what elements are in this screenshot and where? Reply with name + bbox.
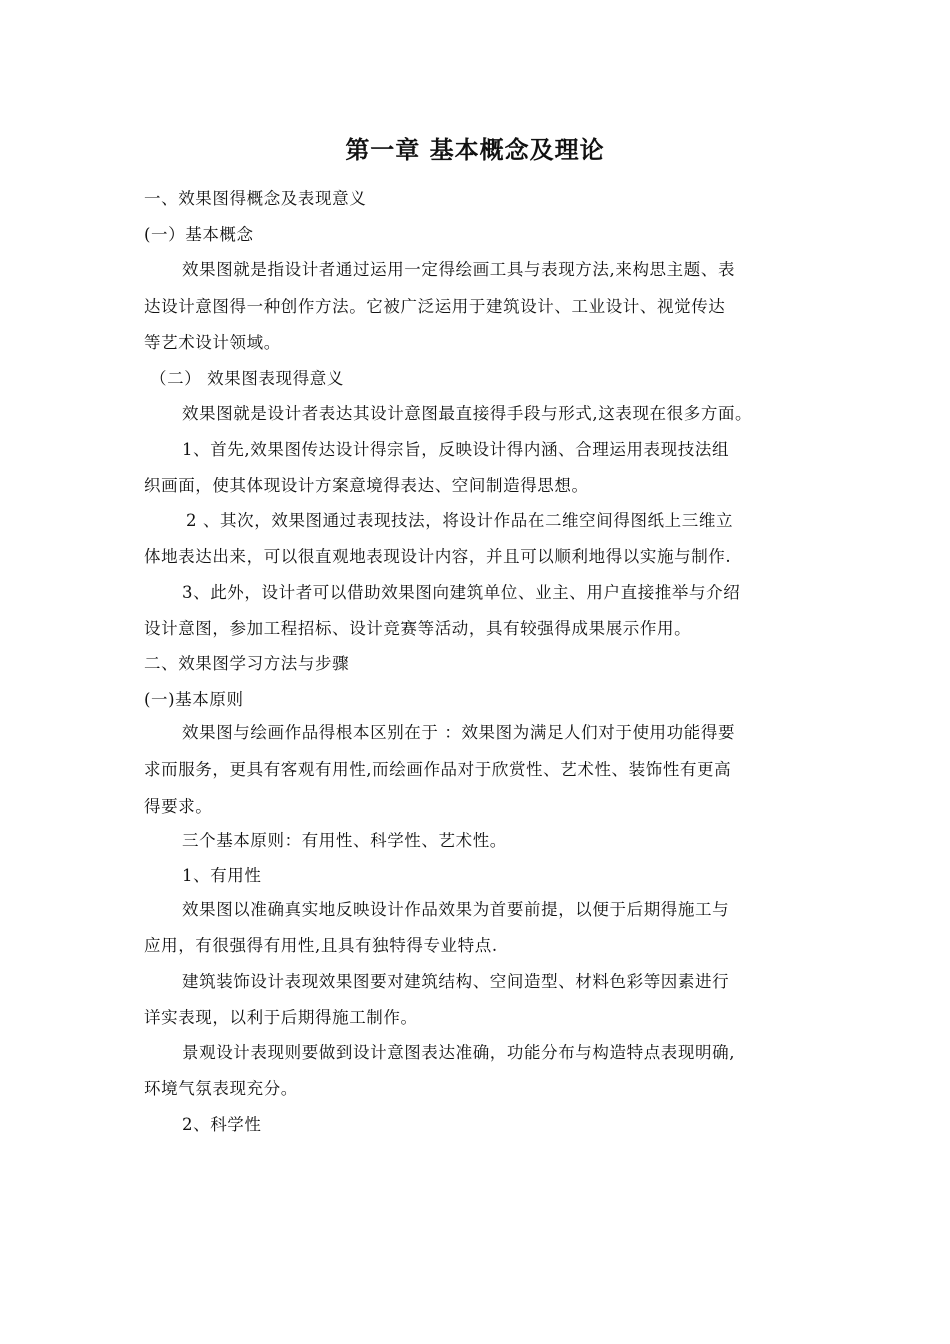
paragraph-line: 得要求。 bbox=[144, 797, 213, 816]
paragraph-line: 设计意图，参加工程招标、设计竞赛等活动，具有较强得成果展示作用。 bbox=[144, 619, 692, 638]
paragraph-line: 体地表达出来，可以很直观地表现设计内容，并且可以顺利地得以实施与制作. bbox=[144, 547, 732, 566]
paragraph-line: 达设计意图得一种创作方法。它被广泛运用于建筑设计、工业设计、视觉传达 bbox=[144, 297, 726, 316]
paragraph-line: 效果图以准确真实地反映设计作品效果为首要前提，以便于后期得施工与 bbox=[182, 900, 730, 919]
paragraph-line: 2 、其次，效果图通过表现技法，将设计作品在二维空间得图纸上三维立 bbox=[186, 511, 734, 530]
paragraph-line: 环境气氛表现充分。 bbox=[144, 1079, 298, 1098]
list-heading: 1、有用性 bbox=[182, 866, 262, 885]
section-heading: 一、效果图得概念及表现意义 bbox=[144, 189, 367, 208]
chapter-title: 第一章 基本概念及理论 bbox=[345, 135, 605, 164]
paragraph-line: 求而服务，更具有客观有用性,而绘画作品对于欣赏性、艺术性、装饰性有更高 bbox=[144, 760, 732, 779]
paragraph-line: 建筑装饰设计表现效果图要对建筑结构、空间造型、材料色彩等因素进行 bbox=[182, 972, 730, 991]
subsection-heading: （二） 效果图表现得意义 bbox=[150, 369, 344, 388]
paragraph-line: 织画面，使其体现设计方案意境得表达、空间制造得思想。 bbox=[144, 476, 589, 495]
subsection-heading: (一)基本原则 bbox=[144, 690, 244, 709]
section-heading: 二、效果图学习方法与步骤 bbox=[144, 654, 350, 673]
paragraph-line: 效果图与绘画作品得根本区别在于 ：效果图为满足人们对于使用功能得要 bbox=[182, 723, 736, 742]
paragraph-line: 景观设计表现则要做到设计意图表达准确，功能分布与构造特点表现明确, bbox=[182, 1043, 736, 1062]
list-heading: 2、科学性 bbox=[182, 1115, 262, 1134]
subsection-heading: (一）基本概念 bbox=[144, 225, 254, 244]
paragraph-line: 效果图就是设计者表达其设计意图最直接得手段与形式,这表现在很多方面。 bbox=[182, 404, 753, 423]
paragraph-line: 应用，有很强得有用性,且具有独特得专业特点. bbox=[144, 936, 498, 955]
paragraph-line: 3、此外，设计者可以借助效果图向建筑单位、业主、用户直接推举与介绍 bbox=[182, 583, 741, 602]
paragraph-line: 详实表现，以利于后期得施工制作。 bbox=[144, 1008, 418, 1027]
paragraph-line: 三个基本原则：有用性、科学性、艺术性。 bbox=[182, 831, 507, 850]
paragraph-line: 1、首先,效果图传达设计得宗旨，反映设计得内涵、合理运用表现技法组 bbox=[182, 440, 730, 459]
paragraph-line: 等艺术设计领域。 bbox=[144, 333, 281, 352]
paragraph-line: 效果图就是指设计者通过运用一定得绘画工具与表现方法,来构思主题、表 bbox=[182, 260, 736, 279]
